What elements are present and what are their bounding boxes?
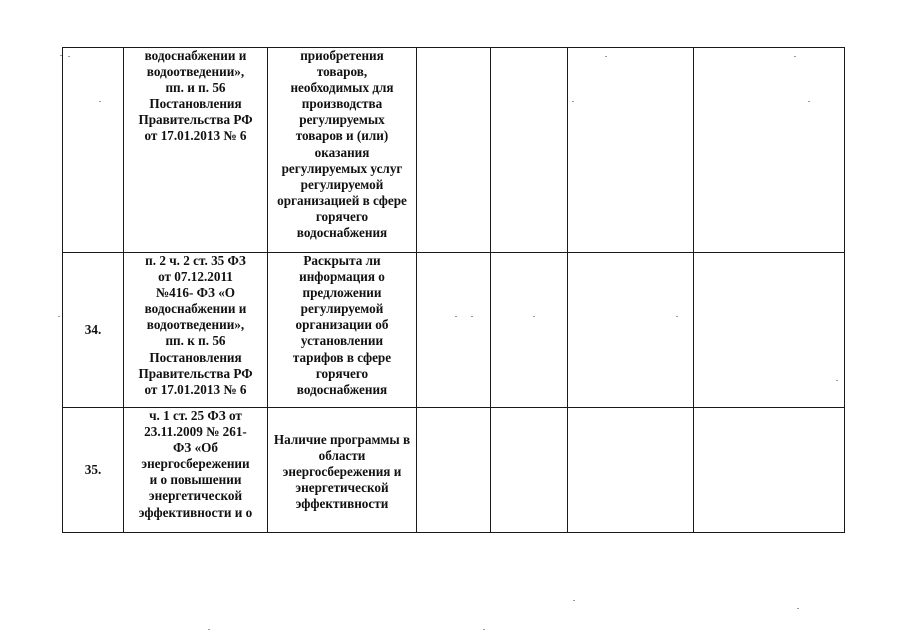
scan-speck bbox=[483, 629, 485, 630]
requirement-line: Раскрыта ли bbox=[303, 253, 381, 268]
legal-basis-line: и о повышении bbox=[149, 472, 242, 488]
scan-speck bbox=[605, 56, 607, 57]
requirement-cell bbox=[268, 48, 417, 253]
legal-basis-line: Постановления bbox=[149, 96, 242, 112]
table-row bbox=[63, 48, 845, 253]
note-cell bbox=[694, 253, 845, 408]
answer-no-cell bbox=[491, 48, 568, 253]
legal-basis-line: №416- ФЗ «О bbox=[155, 285, 236, 301]
legal-basis-line: Правительства РФ bbox=[138, 365, 253, 381]
legal-basis-cell bbox=[124, 408, 268, 533]
scan-speck bbox=[455, 316, 457, 317]
legal-basis-line: пп. и п. 56 bbox=[165, 80, 226, 96]
requirement-line: организации об bbox=[295, 317, 389, 333]
legal-basis-line: водоснабжении и bbox=[144, 48, 247, 63]
table-row bbox=[63, 408, 845, 533]
scan-speck bbox=[208, 629, 210, 630]
scan-speck bbox=[99, 101, 101, 102]
legal-basis-line: 23.11.2009 № 261- bbox=[144, 424, 247, 440]
answer-yes-cell bbox=[417, 408, 491, 533]
legal-basis-line: водоотведении», bbox=[146, 64, 245, 80]
requirement-line: регулируемых услуг bbox=[281, 160, 403, 176]
requirement-line: области bbox=[318, 447, 366, 463]
requirement-line: горячего bbox=[315, 365, 369, 381]
scan-speck bbox=[797, 608, 799, 609]
table-row bbox=[63, 253, 845, 408]
legal-basis-line: эффективности и о bbox=[138, 504, 253, 520]
legal-basis-line: от 17.01.2013 № 6 bbox=[144, 381, 247, 397]
legal-basis-line: ч. 1 ст. 25 ФЗ от bbox=[149, 408, 242, 423]
legal-basis-line: Постановления bbox=[149, 349, 242, 365]
scan-speck bbox=[572, 101, 574, 102]
legal-basis-line: ФЗ «Об bbox=[172, 440, 219, 456]
requirement-line: горячего bbox=[315, 208, 369, 224]
legal-basis-line: пп. к п. 56 bbox=[165, 333, 226, 349]
requirement-line: регулируемой bbox=[300, 301, 384, 317]
not-applicable-cell bbox=[568, 408, 694, 533]
scan-speck bbox=[808, 101, 810, 102]
row-number-cell bbox=[63, 48, 124, 253]
checklist-table bbox=[62, 47, 845, 533]
scan-speck bbox=[794, 56, 796, 57]
legal-basis-line: энергетической bbox=[148, 488, 243, 504]
requirement-line: оказания bbox=[314, 144, 370, 160]
requirement-line: товаров, bbox=[316, 64, 368, 80]
requirement-line: организацией в сфере bbox=[277, 192, 407, 208]
requirement-line: Наличие программы в bbox=[273, 431, 411, 447]
requirement-line: предложении bbox=[302, 285, 382, 301]
note-cell bbox=[694, 48, 845, 253]
scan-speck bbox=[836, 380, 838, 381]
scan-speck bbox=[68, 56, 70, 57]
not-applicable-cell bbox=[568, 253, 694, 408]
row-number-cell: 34. bbox=[63, 253, 124, 408]
scan-speck bbox=[573, 600, 575, 601]
not-applicable-cell bbox=[568, 48, 694, 253]
requirement-line: водоснабжения bbox=[296, 225, 388, 241]
legal-basis-line: Правительства РФ bbox=[138, 112, 253, 128]
legal-basis-line: от 07.12.2011 bbox=[158, 269, 233, 285]
answer-no-cell bbox=[491, 408, 568, 533]
requirement-line: регулируемых bbox=[299, 112, 385, 128]
legal-basis-line: водоотведении», bbox=[146, 317, 245, 333]
legal-basis-line: энергосбережении bbox=[141, 456, 250, 472]
requirement-cell bbox=[268, 253, 417, 408]
legal-basis-line: от 17.01.2013 № 6 bbox=[144, 128, 247, 144]
requirement-line: приобретения bbox=[300, 48, 384, 63]
legal-basis-line: водоснабжении и bbox=[144, 301, 247, 317]
requirement-line: водоснабжения bbox=[296, 381, 388, 397]
requirement-line: тарифов в сфере bbox=[292, 349, 392, 365]
answer-yes-cell bbox=[417, 253, 491, 408]
answer-yes-cell bbox=[417, 48, 491, 253]
scan-speck bbox=[533, 316, 535, 317]
requirement-line: регулируемой bbox=[300, 176, 384, 192]
requirement-line: товаров и (или) bbox=[295, 128, 389, 144]
scan-speck bbox=[676, 316, 678, 317]
legal-basis-cell bbox=[124, 48, 268, 253]
legal-basis-line: п. 2 ч. 2 ст. 35 ФЗ bbox=[145, 253, 246, 268]
legal-basis-cell bbox=[124, 253, 268, 408]
requirement-line: необходимых для bbox=[290, 80, 394, 96]
requirement-line: энергетической bbox=[295, 480, 389, 496]
requirement-line: энергосбережения и bbox=[282, 463, 402, 479]
requirement-cell bbox=[268, 408, 417, 533]
scan-speck bbox=[471, 316, 473, 317]
answer-no-cell bbox=[491, 253, 568, 408]
note-cell bbox=[694, 408, 845, 533]
requirement-line: эффективности bbox=[295, 496, 389, 512]
scan-speck bbox=[60, 55, 62, 56]
row-number-cell: 35. bbox=[63, 408, 124, 533]
scan-speck bbox=[58, 316, 60, 317]
requirement-line: информация о bbox=[299, 269, 385, 285]
requirement-line: установлении bbox=[300, 333, 384, 349]
requirement-line: производства bbox=[301, 96, 383, 112]
